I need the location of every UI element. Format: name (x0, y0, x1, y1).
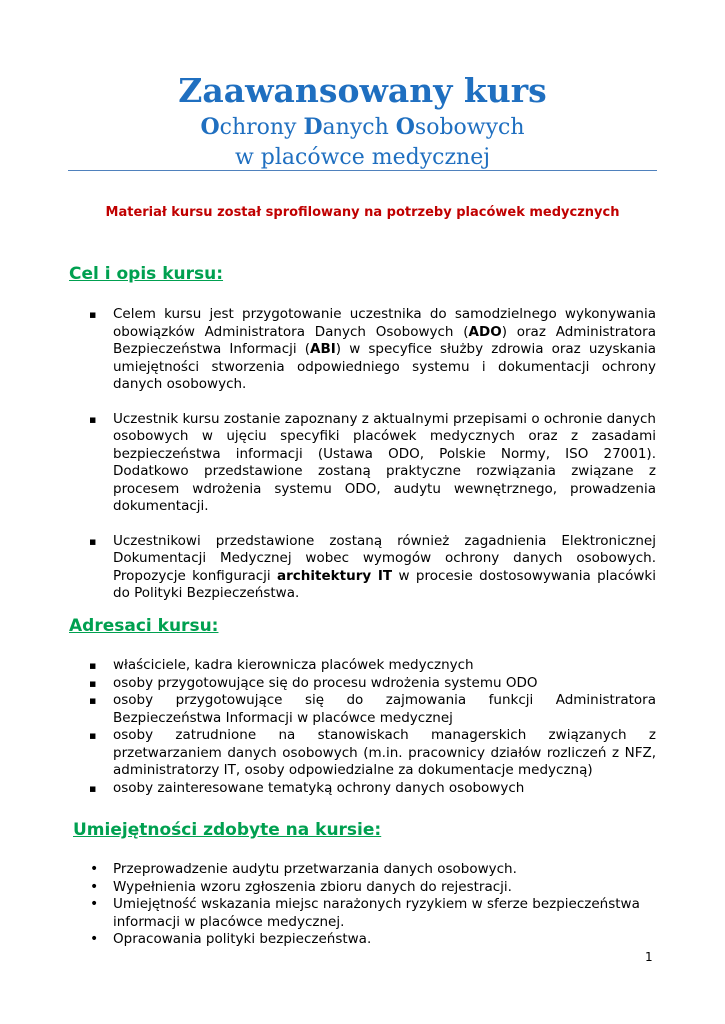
document-title (0, 70, 725, 173)
list-item: • Przeprowadzenie audytu przetwarzania danych osobowych. (113, 861, 656, 879)
title-divider (68, 170, 657, 171)
list-item: ▪ osoby zatrudnione na stanowiskach managerskich związanych z przetwarzaniem danych osobowych (m.in. pracownicy działów rozliczeń z NFZ, administratorzy IT, osoby odpowiedzialne za dokumentacje medyczną) (113, 727, 656, 780)
page-number: 1 (645, 950, 653, 964)
goal-list (113, 306, 656, 603)
list-item: • Opracowania polityki bezpieczeństwa. (113, 931, 656, 949)
audience-list (113, 657, 656, 797)
skills-list (113, 861, 656, 949)
list-item: ▪ Uczestnikowi przedstawione zostaną również zagadnienia Elektronicznej Dokumentacji Medycznej wobec wymogów ochrony danych osobowych. Propozycje konfiguracji architektury IT w procesie dostosowywania placówki do Polityki Bezpieczeństwa. (113, 533, 656, 603)
title-line-2: Ochrony Danych Osobowych (200, 114, 525, 140)
list-item: ▪ właściciele, kadra kierownicza placówek medycznych (113, 657, 656, 675)
course-subtitle: Materiał kursu został sprofilowany na potrzeby placówek medycznych (105, 205, 620, 220)
title-line-3: w placówce medycznej (234, 145, 491, 170)
list-item: • Umiejętność wskazania miejsc narażonych ryzykiem w sferze bezpieczeństwa informacji w placówce medycznej. (113, 896, 656, 931)
list-item: ▪ osoby zainteresowane tematyką ochrony danych osobowych (113, 780, 656, 798)
title-main: Zaawansowany kurs (178, 71, 547, 110)
list-item: ▪ osoby przygotowujące się do zajmowania funkcji Administratora Bezpieczeństwa Informacji w placówce medycznej (113, 692, 656, 727)
list-item: ▪ Celem kursu jest przygotowanie uczestnika do samodzielnego wykonywania obowiązków Administratora Danych Osobowych (ADO) oraz Administratora Bezpieczeństwa Informacji (ABI) w specyfice służby zdrowia oraz uzyskania umiejętności stworzenia odpowiedniego systemu i dokumentacji ochrony danych osobowych. (113, 306, 656, 394)
list-item: • Wypełnienia wzoru zgłoszenia zbioru danych do rejestracji. (113, 879, 656, 897)
section-heading-goal: Cel i opis kursu: (69, 264, 224, 284)
section-heading-skills: Umiejętności zdobyte na kursie: (73, 820, 382, 840)
section-heading-audience: Adresaci kursu: (69, 616, 219, 636)
list-item: ▪ Uczestnik kursu zostanie zapoznany z aktualnymi przepisami o ochronie danych osobowych w ujęciu specyfiki placówek medycznych oraz z zasadami bezpieczeństwa informacji (Ustawa ODO, Polskie Normy, ISO 27001). Dodatkowo przedstawione zostaną praktyczne rozwiązania związane z procesem wdrożenia systemu ODO, audytu wewnętrznego, prowadzenia dokumentacji. (113, 411, 656, 516)
list-item: ▪ osoby przygotowujące się do procesu wdrożenia systemu ODO (113, 675, 656, 693)
